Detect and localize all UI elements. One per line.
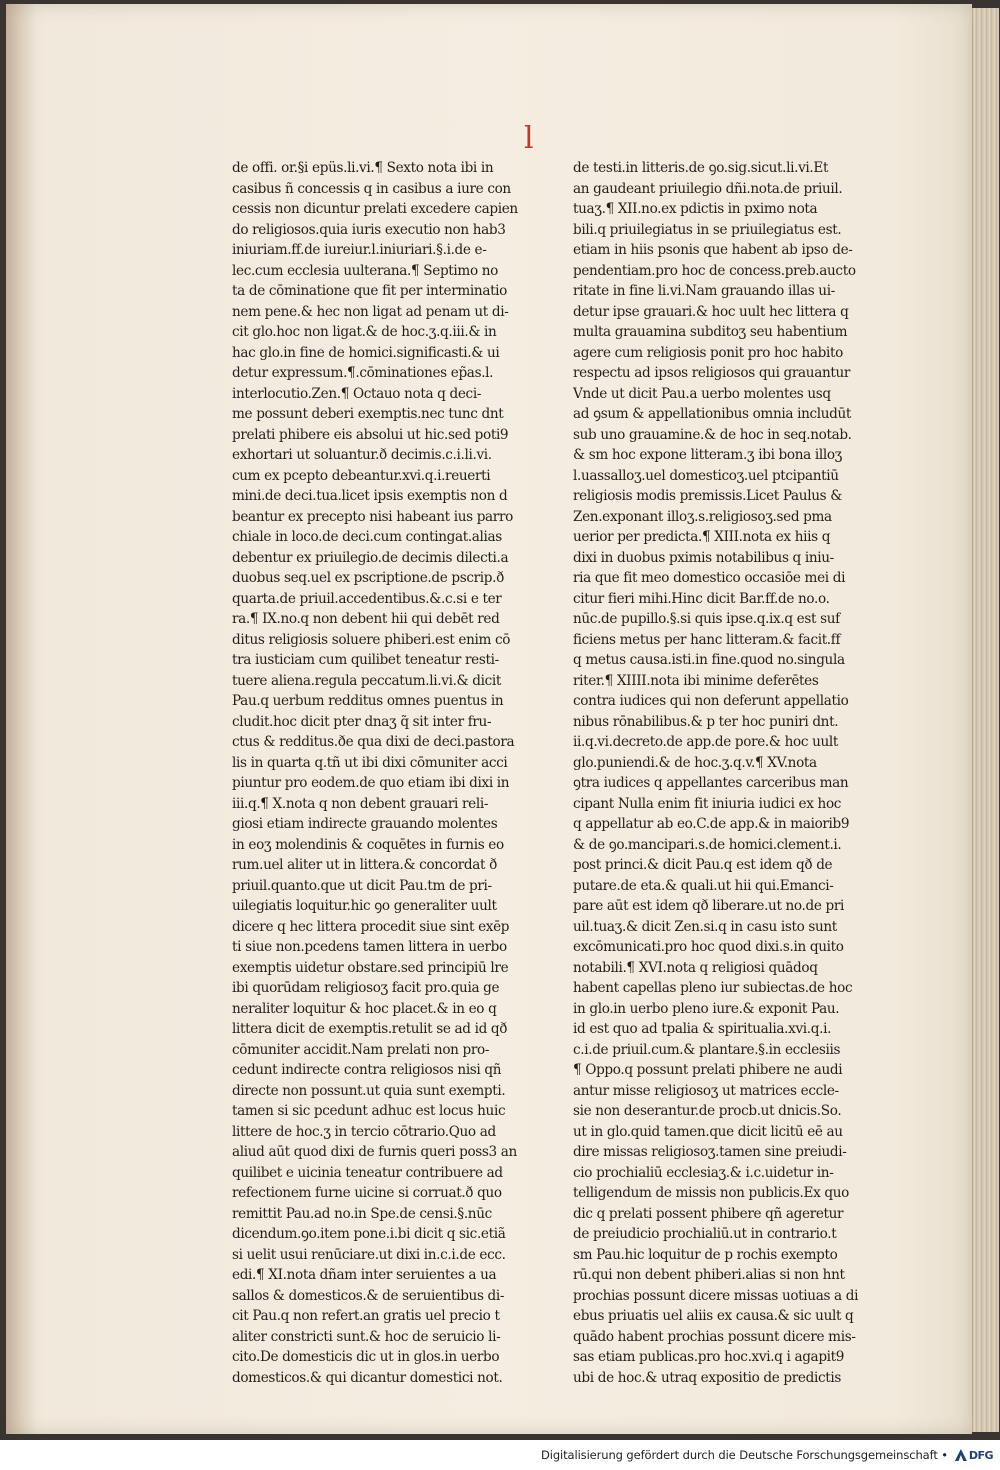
text-line: ria que fit meo domestico occasiōe mei di [573,570,846,586]
text-line: telligendum de missis non publicis.Ex quo [573,1185,849,1201]
text-line: ꝯtra iudices q appellantes carceribus man [573,775,849,791]
text-line: ficiens metus per hanc litteram.& facit.ff [573,631,841,648]
text-line: chiale in loco.de deci.cum contingat.alias [232,529,502,545]
text-line: ibi quorūdam religiosoʒ facit pro.quia ge [232,980,500,996]
text-line: Zen.exponant illoʒ.s.religiosoʒ.sed pma [573,508,832,525]
text-column-right [573,158,873,1388]
text-line: ritate in fine li.vi.Nam grauando illas ui- [573,283,835,299]
text-line: de testi.in litteris.de ꝯo.sig.sicut.li.vi.Et [573,160,829,176]
text-line: refectionem furne uicine si corruat.ð quo [232,1185,502,1201]
text-line: nem pene.& hec non ligat ad penam ut di- [232,303,509,320]
text-line: prelati phibere eis absolui ut hic.sed poti9 [232,426,509,443]
text-line: ¶ Oppo.q possunt prelati phibere ne audi [573,1062,843,1078]
text-line: detur expressum.¶.cōminationes ep̃as.l. [232,365,494,381]
text-line: interlocutio.Zen.¶ Octauo nota q deci- [232,385,482,402]
text-line: cio prochialiū ecclesiaʒ.& i.c.uidetur in- [573,1164,834,1181]
text-line: quarta.de priuil.accedentibus.&.c.si e ter [232,590,502,607]
text-line: uerior per predicta.¶ XIII.nota ex hiis q [573,529,831,545]
text-line: hac glo.in fine de homici.significasti.& ui [232,344,500,361]
text-line: quilibet e uicinia teneatur contribuere ad [232,1164,503,1181]
text-line: id est quo ad tpalia & spiritualia.xvi.q.i. [573,1021,832,1037]
text-line: me possunt deberi exemptis.nec tunc dnt [232,406,504,422]
text-line: & sm hoc expone litteram.ʒ ibi bona illoʒ [573,447,843,463]
text-line: sie non deserantur.de procb.ut dnicis.So. [573,1103,842,1119]
text-line: ditus religiosis soluere phiberi.est enim cō [232,631,511,648]
text-line: nibus rōnabilibus.& p ter hoc puniri dnt. [573,713,839,730]
text-line: ii.q.vi.decreto.de app.de pore.& hoc uult [573,734,838,750]
page-edges [972,8,999,1432]
text-line: antur misse religiosoʒ ut matrices eccle- [573,1082,839,1099]
text-line: littera dicit de exemptis.retulit se ad id qð [232,1021,508,1037]
text-line: prochias possunt dicere missas uotiuas a di [573,1287,859,1304]
text-line: an gaudeant priuilegio dñi.nota.de priuil. [573,180,843,197]
dfg-logo [954,1447,994,1463]
text-line: si uelit usui renūciare.ut dixi in.c.i.de ecc. [232,1246,506,1263]
text-line: glo.puniendi.& de hoc.ʒ.q.v.¶ XV.nota [573,754,817,771]
text-line: littere de hoc.ʒ in tercio cōtrario.Quo ad [232,1123,496,1140]
text-line: sallos & domesticos.& de seruientibus di- [232,1287,505,1304]
text-line: bili.q priuilegiatus in se priuilegiatus est. [573,221,842,238]
text-line: ti siue non.pcedens tamen littera in uerbo [232,939,507,955]
text-line: citur fieri mihi.Hinc dicit Bar.ff.de no.o. [573,590,830,607]
text-line: multa grauamina subditoʒ seu habentium [573,324,848,340]
text-line: sub uno grauamine.& de hoc in seq.notab. [573,426,852,443]
text-line: sas etiam publicas.pro hoc.xvi.q i agapit9 [573,1349,845,1365]
text-line: dixi in duobus pximis notabilibus q iniu- [573,549,834,566]
text-line: ebus priuatis uel aliis ex causa.& sic uult q [573,1308,854,1324]
text-line: detur ipse grauari.& hoc uult hec littera q [573,303,849,320]
text-line: de preiudicio prochialiū.ut in contrario.t [573,1226,837,1242]
text-line: Pau.q uerbum redditus omnes puentus in [232,693,504,709]
text-line: duobus seq.uel ex pscriptione.de pscrip.ð [232,570,504,586]
text-line: cit glo.hoc non ligat.& de hoc.ʒ.q.iii.& in [232,324,497,340]
text-line: ta de cōminatione que fit per interminatio [232,283,508,299]
text-line: cito.De domesticis dic ut in glos.in uerbo [232,1349,500,1365]
text-line: ubi de hoc.& utraq expositio de predictis [573,1369,841,1386]
text-line: dic q prelati possent phibere qñ ageretur [573,1205,844,1222]
text-line: rū.qui non debent phiberi.alias si non hnt [573,1267,845,1283]
text-line: uil.tuaʒ.& dicit Zen.si.q in casu isto sunt [573,918,837,935]
text-line: edi.¶ XI.nota dñam inter seruientes a ua [232,1267,497,1283]
text-line: ad ꝯsum & appellationibus omnia includūt [573,406,852,422]
text-line: piuntur pro eodem.de quo etiam ibi dixi in [232,775,510,791]
text-line: exemptis uidetur obstare.sed principiū lre [232,959,509,976]
page-gutter-shadow [6,4,36,1434]
text-line: iii.q.¶ X.nota q non debent grauari reli- [232,795,489,812]
text-line: q metus causa.isti.in fine.quod no.singula [573,652,845,668]
text-line: q appellatur ab eo.C.de app.& in maiorib9 [573,816,850,832]
text-line: exhortari ut soluantur.ð decimis.c.i.li.vi. [232,447,492,463]
footer-bar [0,1440,1000,1470]
text-line: etiam in hiis psonis que habent ab ipso de- [573,242,853,258]
text-line: tra iusticiam cum quilibet teneatur resti- [232,652,499,668]
text-line: & de ꝯo.mancipari.s.de homici.clement.i. [573,836,842,853]
text-line: lec.cum ecclesia uulterana.¶ Septimo no [232,262,498,279]
text-line: excōmunicati.pro hoc quod dixi.s.in quito [573,939,844,955]
text-column-left [232,158,552,1388]
text-line: quādo habent prochias possunt dicere mis- [573,1328,856,1345]
text-line: putare.de eta.& quali.ut hii qui.Emanci- [573,877,834,894]
dfg-logo-text: DFG [968,1448,994,1462]
text-line: religiosis modis premissis.Licet Paulus & [573,488,842,504]
text-line: dicendum.ꝯo.item pone.i.bi dicit q sic.etiã [232,1226,506,1242]
text-line: mini.de deci.tua.licet ipsis exemptis non d [232,488,508,504]
text-line: ctus & redditus.ðe qua dixi de deci.pastora [232,734,515,750]
text-line: aliter constricti sunt.& hoc de seruicio li- [232,1328,501,1345]
text-line: dicere q hec littera procedit siue sint exēp [232,918,510,935]
text-line: in glo.in uerbo pleno iure.& exponit Pau. [573,1000,840,1017]
text-line: aliud aūt quod dixi de furnis queri poss3 an [232,1144,517,1160]
text-line: notabili.¶ XVI.nota q religiosi quādoq [573,959,818,976]
text-line: tuere aliena.regula peccatum.li.vi.& dicit [232,672,501,689]
text-line: cipant Nulla enim fit iniuria iudici ex hoc [573,795,842,812]
text-line: rum.uel aliter ut in littera.& concordat ð [232,857,497,873]
text-line: ra.¶ IX.no.q non debent hii qui debēt red [232,611,500,627]
text-line: neraliter loquitur & hoc placet.& in eo q [232,1000,497,1017]
text-line: cum ex pcepto debeantur.xvi.q.i.reuerti [232,467,491,484]
text-line: sm Pau.hic loquitur de p rochis exempto [573,1246,838,1263]
red-page-mark: l [524,121,534,156]
text-line: directe non possunt.ut quia sunt exempti. [232,1082,506,1099]
text-line: cessis non dicuntur prelati excedere capien [232,201,518,217]
text-line: remittit Pau.ad no.in Spe.de censi.§.nūc [232,1205,492,1222]
text-line: tuaʒ.¶ XII.no.ex pdictis in pximo nota [573,201,818,217]
text-line: habent capellas pleno iur subiectas.de hoc [573,980,853,996]
text-line: de offi. or.§i epüs.li.vi.¶ Sexto nota ibi in [232,160,494,176]
text-line: lis in quarta q.tñ ut ibi dixi cōmuniter acci [232,754,508,771]
text-line: c.i.de priuil.cum.& plantare.§.in ecclesiis [573,1041,841,1058]
text-line: contra iudices qui non deferunt appellatio [573,693,849,709]
text-line: agere cum religiosis ponit pro hoc habito [573,344,843,361]
text-line: cedunt indirecte contra religiosos nisi qñ [232,1062,502,1078]
text-line: iniuriam.ff.de iureiur.l.iniuriari.§.i.de e- [232,242,487,258]
text-line: cit Pau.q non refert.an gratis uel precio t [232,1308,500,1324]
text-line: ut in glo.quid tamen.que dicit licitū eē au [573,1123,843,1140]
text-line: do religiosos.quia iuris executio non hab3 [232,221,506,238]
text-line: l.uassalloʒ.uel domesticoʒ.uel ptcipantiū [573,467,839,484]
text-line: giosi etiam indirecte grauando molentes [232,816,498,832]
text-line: nūc.de pupillo.§.si quis ipse.q.ix.q est suf [573,611,840,627]
text-line: tamen si sic pcedunt adhuc est locus huic [232,1103,506,1119]
text-line: uilegiatis loquitur.hic ꝯo generaliter uult [232,898,497,914]
text-line: cludit.hoc dicit pter dnaʒ q̃ sit inter fru- [232,713,492,730]
text-line: beantur ex precepto nisi habeant ius parro [232,508,513,525]
text-line: respectu ad ipsos religiosos qui grauantur [573,365,851,381]
text-line: priuil.quanto.que ut dicit Pau.tm de pri- [232,877,492,894]
text-line: domesticos.& qui dicantur domestici not. [232,1369,503,1386]
footer-credit: Digitalisierung gefördert durch die Deutsche Forschungsgemeinschaft • [540,1448,948,1462]
text-line: pendentiam.pro hoc de concess.preb.aucto [573,262,856,279]
text-line: post princi.& dicit Pau.q est idem qð de [573,857,833,873]
text-line: debentur ex priuilegio.de decimis dilecti.a [232,549,509,566]
text-line: cōmuniter accidit.Nam prelati non pro- [232,1041,490,1058]
text-line: riter.¶ XIIII.nota ibi minime deferētes [573,672,819,689]
text-line: in eoʒ molendinis & coquētes in furnis eo [232,836,504,853]
text-line: pare aūt est idem qð liberare.ut no.de pri [573,898,845,914]
dfg-logo-icon [955,1449,967,1461]
text-line: Vnde ut dicit Pau.a uerbo molentes usq [573,385,831,402]
text-line: casibus ñ concessis q in casibus a iure con [232,180,511,197]
text-line: dire missas religiosoʒ.tamen sine preiudi- [573,1144,847,1160]
